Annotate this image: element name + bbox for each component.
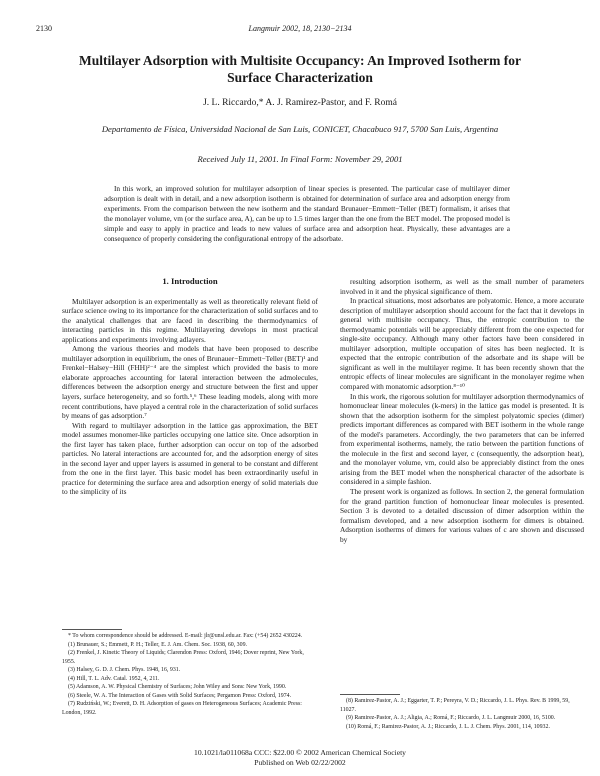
abstract: In this work, an improved solution for multilayer adsorption of linear species is presented. The particular case of multilayer dimer adsorption is dealt with in detail, and a new adsorption isotherm is obtained for determination of surface area and adsorption energy from experiments. From the comparison between the new isotherm and the standard Brunauer−Emmett−Teller (BET) formalism, it arises that the monolayer volume, vm (or the surface area, A), can be up to 1.5 times larger than the one from the BET model. The proposed model is simple and easy to apply in practice and leads to new values of surface area and adsorption heat. Physically, these advantages are a consequence of properly considering the configurational entropy of the adsorbate. — [104, 184, 510, 243]
footnote: (8) Ramirez-Pastor, A. J.; Eggarter, T. P.; Pereyra, V. D.; Riccardo, J. L. Phys. Rev. B 1999, 59, 11027. — [340, 698, 570, 713]
article-title: Multilayer Adsorption with Multisite Occupancy: An Improved Isotherm for Surface Characterization — [79, 53, 521, 85]
footnote: (9) Ramirez-Pastor, A. J.; Aligia, A.; Romá, F.; Riccardo, J. L. Langmuir 2000, 16, 5100. — [346, 715, 556, 721]
paragraph: The present work is organized as follows. In section 2, the general formulation for the grand partition function of homonuclear linear molecules is presented. Section 3 is devoted to a detailed discussion of dimer adsorption within the formalism developed, and a new adsorption isotherm for dimers is obtained. Adsorption isotherms of dimers for various values of c are shown and discussed by — [340, 487, 584, 544]
footnote: (7) Rudziński, W.; Everett, D. H. Adsorption of gases on Heterogeneous Surfaces; Academic Press: London, 1992. — [62, 701, 302, 716]
right-column — [340, 277, 584, 544]
footnote-rule — [62, 629, 122, 630]
footnote: (6) Steele, W. A. The Interaction of Gases with Solid Surfaces; Pergamon Press: Oxford, 1974. — [68, 692, 292, 699]
running-header — [36, 24, 564, 36]
journal-citation: Langmuir 2002, 18, 2130−2134 — [248, 24, 352, 33]
paragraph: In practical situations, most adsorbates are polyatomic. Hence, a more accurate description of multilayer adsorption should account for the fact that it develops in general with multisite occupancy. Thus, the entropic contribution to the thermodynamic potentials will be appreciably different from the one expected for single-site occupancy. Although many other factors have been considered in multilayer adsorption, multiple occupation of sites has been neglected. It is expected that the entropic contribution of the adsorbate and its shape will be significant as well in the multilayer regime. It has been recently shown that the entropic effects of linear molecules are significant in the monolayer regime when compared with monatomic adsorption.⁸⁻¹⁰ — [340, 296, 584, 392]
footnote-rule — [340, 694, 400, 695]
paragraph: resulting adsorption isotherm, as well as the small number of parameters involved in it and the physical significance of them. — [340, 277, 584, 296]
paragraph: With regard to multilayer adsorption in the lattice gas approximation, the BET model assumes monomer-like particles occupying one lattice site. Once adsorption in the first layer has taken place, further adsorption can occur on top of the adsorbed particles. No lateral interactions are accounted for, and the adsorption energy of sites in the second layer and upper layers is assumed in general to be constant and different from the one in the first layer. This basic model has been extraordinarily useful in practice for determining the surface area and adsorption energy of solid materials due to the simplicity of its — [62, 420, 318, 497]
footnote: (10) Romá, F.; Ramirez-Pastor, A. J.; Riccardo, J. L. J. Chem. Phys. 2001, 114, 10932. — [346, 723, 550, 730]
footnote: * To whom correspondence should be addressed. E-mail: jlr@unsl.edu.ar. Fax: (+54) 2652 430224. — [68, 633, 303, 639]
doi-line: 10.1021/la011068a CCC: $22.00 © 2002 American Chemical Society — [194, 748, 406, 757]
page-footer — [0, 748, 600, 768]
page-number: 2130 — [36, 24, 52, 33]
footnotes-right — [340, 697, 584, 731]
footnote: (4) Hill, T. L. Adv. Catal. 1952, 4, 211. — [68, 675, 160, 682]
left-column — [62, 277, 318, 497]
footnote: (2) Frenkel, J. Kinetic Theory of Liquids; Clarendon Press: Oxford, 1946; Dover reprint, New York, 1955. — [62, 650, 304, 665]
footnote: (1) Brunauer, S.; Emmett, P. H.; Teller, E. J. Am. Chem. Soc. 1938, 60, 309. — [68, 641, 247, 648]
section-heading: 1. Introduction — [162, 276, 218, 286]
published-date: Published on Web 02/22/2002 — [254, 758, 346, 767]
footnotes-left — [62, 632, 318, 717]
footnote: (3) Halsey, G. D. J. Chem. Phys. 1948, 16, 931. — [68, 667, 181, 673]
author-list: J. L. Riccardo,* A. J. Ramirez-Pastor, and F. Romá — [203, 98, 397, 108]
paragraph: Among the various theories and models that have been proposed to describe multilayer adsorption in equilibrium, the ones of Brunauer−Emmett−Teller (BET)¹ and Frenkel−Halsey−Hill (FHH)²⁻⁴ are the simplest which provided the basis to more elaborate approaches accounting for lateral interaction between the admolecules, differences between the adsorption energy and structure between the first and upper layers, surface heterogeneity, and so forth.⁵,⁶ These leading models, along with more recent contributions, have played a central role in the characterization of solid surfaces by means of gas adsorption.⁷ — [62, 344, 318, 421]
paragraph: Multilayer adsorption is an experimentally as well as theoretically relevant field of surface science owing to its importance for the characterization of solid surfaces and to the analytical challenges that are faced in describing the thermodynamics of interacting particles in this regime. Multilayering develops in most practical applications and experiments involving adlayers. — [62, 296, 318, 344]
received-dates: Received July 11, 2001. In Final Form: November 29, 2001 — [197, 154, 403, 164]
footnote: (5) Adamson, A. W. Physical Chemistry of Surfaces; John Wiley and Sons: New York, 1990. — [68, 684, 287, 690]
paragraph: In this work, the rigorous solution for multilayer adsorption thermodynamics of homonuclear linear molecules (k-mers) in the lattice gas model is presented. It is shown that the adsorption isotherm for the simplest polyatomic species (dimer) predicts important differences as compared with BET isotherm in the whole range of the model's parameters. Accordingly, the two parameters that can be inferred from experimental isotherms, namely, the ratio between the partition functions of the molecule in the first and second layer, c (consequently, the adsorption heat), and the monolayer volume, vm, could also be appreciably distinct from the ones arising from the BET model when the nonspherical character of the adsorbate is considered in a simple fashion. — [340, 391, 584, 487]
affiliation: Departamento de Física, Universidad Nacional de San Luis, CONICET, Chacabuco 917, 5700 San Luis, Argentina — [101, 124, 499, 134]
